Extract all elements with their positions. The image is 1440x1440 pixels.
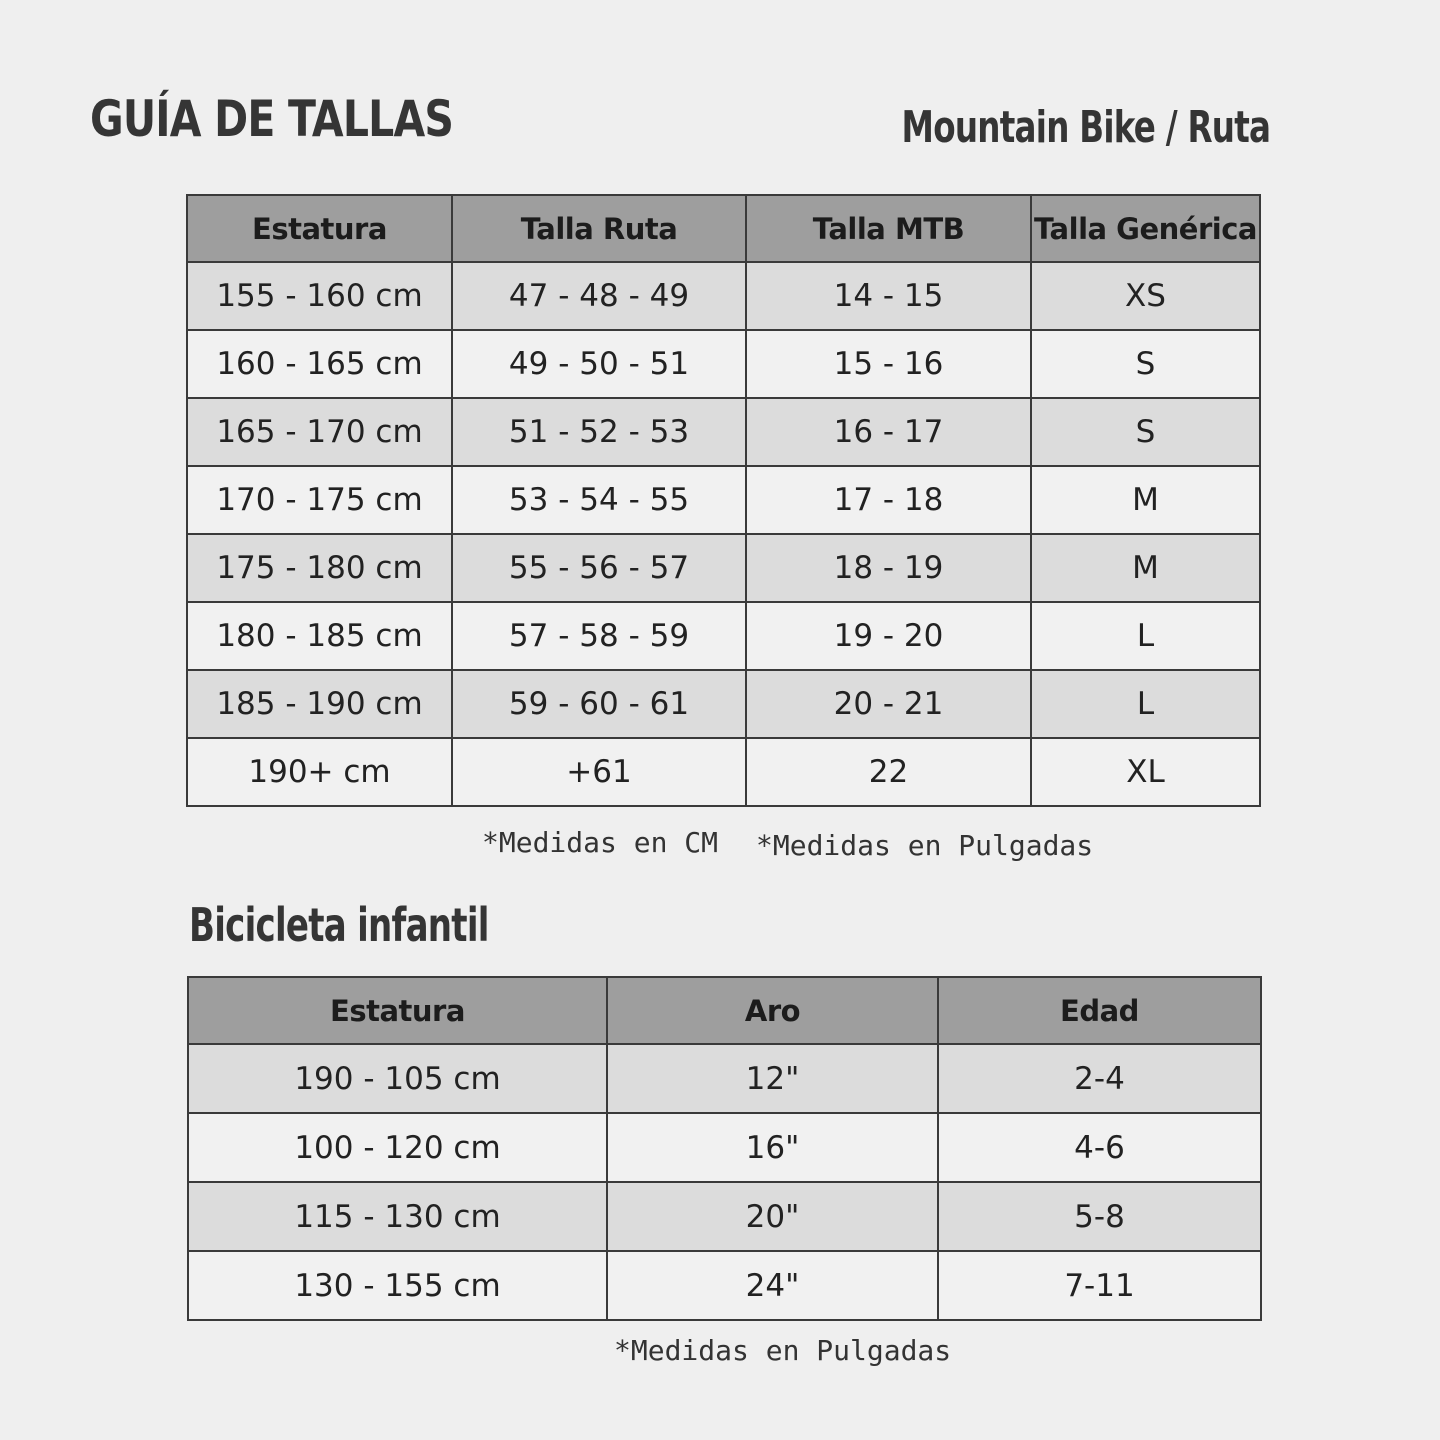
- cell-estatura: 155 - 160 cm: [187, 262, 452, 330]
- table-row: [187, 330, 1260, 398]
- table-row: [187, 534, 1260, 602]
- kids-size-table: [187, 976, 1262, 1321]
- note-medidas-pulgadas: *Medidas en Pulgadas: [756, 829, 1094, 862]
- cell-estatura: 175 - 180 cm: [187, 534, 452, 602]
- cell-aro: 16": [607, 1113, 938, 1182]
- column-header-talla-generica: Talla Genérica: [1031, 195, 1260, 262]
- cell-edad: 7-11: [938, 1251, 1261, 1320]
- cell-estatura: 160 - 165 cm: [187, 330, 452, 398]
- column-header-aro: Aro: [607, 977, 938, 1044]
- table-row: [187, 262, 1260, 330]
- cell-edad: 5-8: [938, 1182, 1261, 1251]
- table-row: [188, 1113, 1261, 1182]
- cell-aro: 12": [607, 1044, 938, 1113]
- note-medidas-cm: *Medidas en CM: [482, 826, 719, 859]
- cell-estatura: 115 - 130 cm: [188, 1182, 607, 1251]
- cell-talla-ruta: 55 - 56 - 57: [452, 534, 746, 602]
- cell-estatura: 185 - 190 cm: [187, 670, 452, 738]
- cell-talla-ruta: 47 - 48 - 49: [452, 262, 746, 330]
- cell-talla-generica: S: [1031, 330, 1260, 398]
- cell-talla-ruta: +61: [452, 738, 746, 806]
- cell-talla-mtb: 18 - 19: [746, 534, 1031, 602]
- column-header-estatura: Estatura: [188, 977, 607, 1044]
- table-header-row: [187, 195, 1260, 262]
- cell-estatura: 190+ cm: [187, 738, 452, 806]
- cell-talla-generica: S: [1031, 398, 1260, 466]
- column-header-talla-ruta: Talla Ruta: [452, 195, 746, 262]
- page-subtitle: Mountain Bike / Ruta: [901, 102, 1270, 153]
- cell-edad: 2-4: [938, 1044, 1261, 1113]
- cell-talla-ruta: 53 - 54 - 55: [452, 466, 746, 534]
- cell-talla-mtb: 17 - 18: [746, 466, 1031, 534]
- column-header-talla-mtb: Talla MTB: [746, 195, 1031, 262]
- cell-edad: 4-6: [938, 1113, 1261, 1182]
- cell-talla-generica: M: [1031, 534, 1260, 602]
- cell-talla-mtb: 22: [746, 738, 1031, 806]
- cell-estatura: 190 - 105 cm: [188, 1044, 607, 1113]
- column-header-edad: Edad: [938, 977, 1261, 1044]
- cell-talla-ruta: 51 - 52 - 53: [452, 398, 746, 466]
- note-kids-medidas-pulgadas: *Medidas en Pulgadas: [614, 1334, 952, 1367]
- cell-talla-ruta: 59 - 60 - 61: [452, 670, 746, 738]
- table-row: [187, 398, 1260, 466]
- cell-talla-generica: M: [1031, 466, 1260, 534]
- cell-talla-mtb: 20 - 21: [746, 670, 1031, 738]
- cell-talla-ruta: 49 - 50 - 51: [452, 330, 746, 398]
- cell-estatura: 100 - 120 cm: [188, 1113, 607, 1182]
- cell-talla-mtb: 16 - 17: [746, 398, 1031, 466]
- cell-aro: 20": [607, 1182, 938, 1251]
- table-row: [187, 466, 1260, 534]
- cell-talla-mtb: 14 - 15: [746, 262, 1031, 330]
- cell-talla-ruta: 57 - 58 - 59: [452, 602, 746, 670]
- cell-estatura: 170 - 175 cm: [187, 466, 452, 534]
- cell-talla-generica: XS: [1031, 262, 1260, 330]
- cell-estatura: 165 - 170 cm: [187, 398, 452, 466]
- section-title-kids: Bicicleta infantil: [189, 898, 489, 952]
- cell-talla-mtb: 19 - 20: [746, 602, 1031, 670]
- table-row: [188, 1044, 1261, 1113]
- cell-talla-generica: XL: [1031, 738, 1260, 806]
- cell-estatura: 180 - 185 cm: [187, 602, 452, 670]
- adult-size-table: [186, 194, 1261, 807]
- cell-estatura: 130 - 155 cm: [188, 1251, 607, 1320]
- cell-talla-mtb: 15 - 16: [746, 330, 1031, 398]
- table-header-row: [188, 977, 1261, 1044]
- cell-talla-generica: L: [1031, 602, 1260, 670]
- cell-aro: 24": [607, 1251, 938, 1320]
- cell-talla-generica: L: [1031, 670, 1260, 738]
- table-row: [187, 670, 1260, 738]
- table-row: [188, 1182, 1261, 1251]
- page-title: GUÍA DE TALLAS: [90, 90, 454, 148]
- table-row: [187, 738, 1260, 806]
- table-row: [188, 1251, 1261, 1320]
- table-row: [187, 602, 1260, 670]
- column-header-estatura: Estatura: [187, 195, 452, 262]
